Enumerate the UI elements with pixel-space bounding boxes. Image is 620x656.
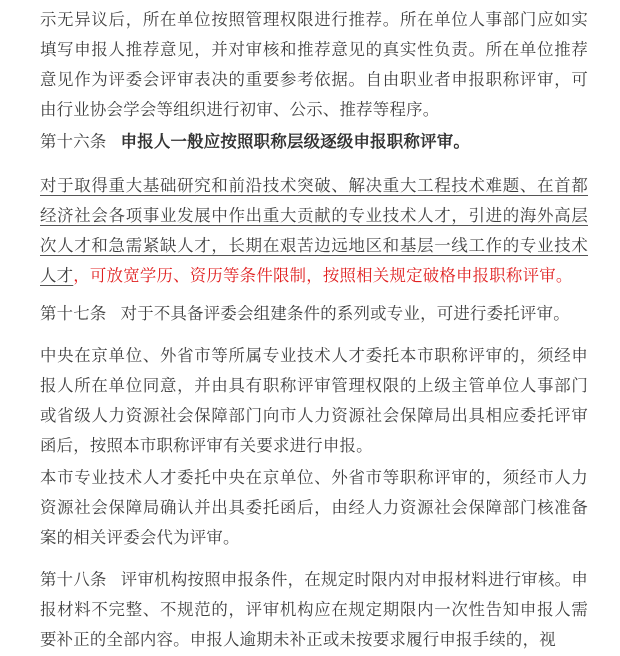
article-17-text: 对于不具备评委会组建条件的系列或专业，可进行委托评审。 (120, 304, 570, 323)
article-16-number: 第十六条 (40, 132, 107, 151)
exceptional-talent-comma: ， (73, 266, 90, 285)
paragraph-recommendation: 示无异议后，所在单位按照管理权限进行推荐。所在单位人事部门应如实填写申报人推荐意见，并对审核和推荐意见的真实性负责。所在单位推荐意见作为评委会评审表决的重要参考依据。自由职业者申报职称评审，可由行业协会学会等组织进行初审、公示、推荐等程序。 (40, 10, 588, 119)
paragraph-exceptional-talent (40, 171, 588, 291)
article-18-number: 第十八条 (40, 570, 107, 589)
exceptional-talent-red-text: 可放宽学历、资历等条件限制，按照相关规定破格申报职称评审。 (89, 266, 573, 285)
paragraph-local-talent-entrust: 本市专业技术人才委托中央在京单位、外省市等职称评审的，须经市人力资源社会保障局确认并出具委托函后，由经人力资源社会保障部门核准备案的相关评委会代为评审。 (40, 468, 588, 547)
article-16-title: 申报人一般应按照职称层级逐级申报职称评审。 (120, 132, 471, 151)
article-18-heading (40, 565, 588, 655)
article-17-heading (40, 299, 588, 329)
article-16-heading (40, 127, 588, 157)
article-18-text: 评审机构按照申报条件，在规定时限内对申报材料进行审核。申报材料不完整、不规范的，评审机构应在规定期限内一次性告知申报人需要补正的全部内容。申报人逾期未补正或未按要求履行申报手续的，视 (40, 570, 588, 649)
article-17-number: 第十七条 (40, 304, 107, 323)
exceptional-talent-underlined-text: 对于取得重大基础研究和前沿技术突破、解决重大工程技术难题、在首都经济社会各项事业发展中作出重大贡献的专业技术人才，引进的海外高层次人才和急需紧缺人才，长期在艰苦边远地区和基层一线工作的专业技术人才 (40, 176, 588, 285)
paragraph-central-units-entrust: 中央在京单位、外省市等所属专业技术人才委托本市职称评审的，须经申报人所在单位同意，并由具有职称评审管理权限的上级主管单位人事部门或省级人力资源社会保障部门向市人力资源社会保障局出具相应委托评审函后，按照本市职称评审有关要求进行申报。 (40, 346, 588, 455)
